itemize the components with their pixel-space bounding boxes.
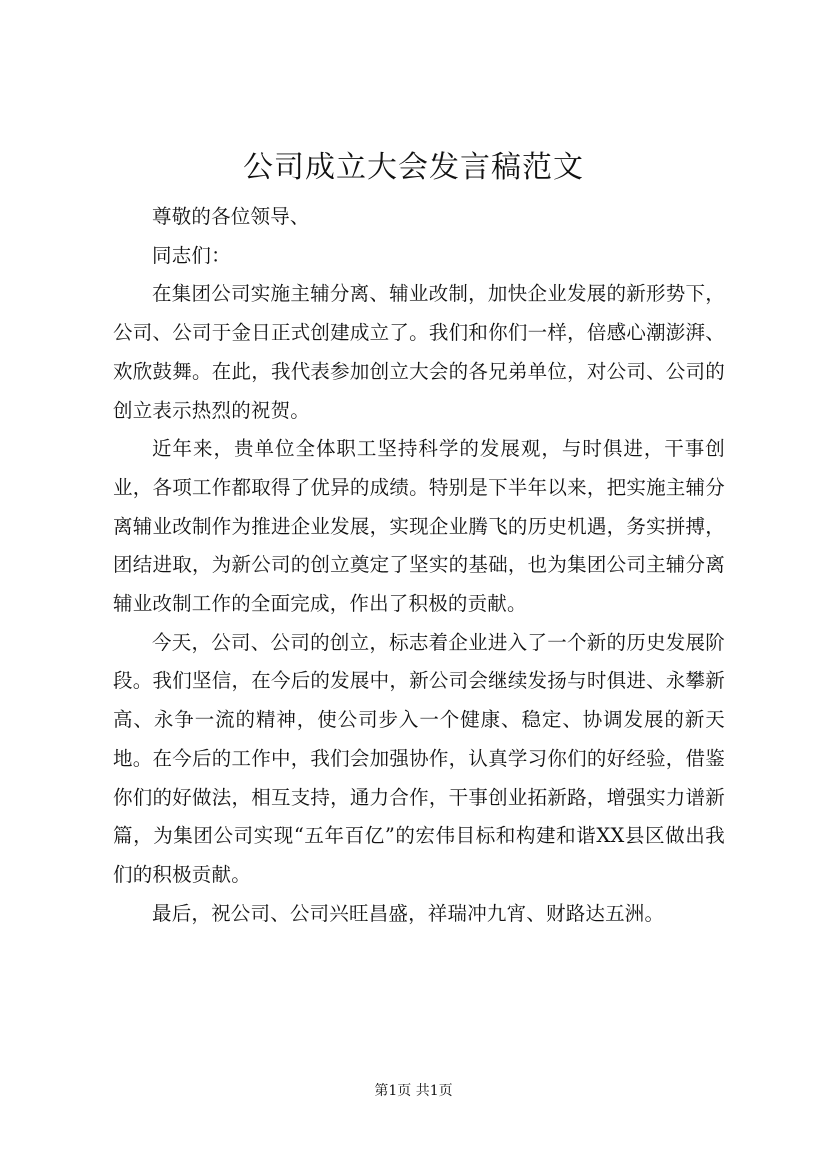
body-paragraph: 今天，公司、公司的创立，标志着企业进入了一个新的历史发展阶段。我们坚信，在今后的发展中，新公司会继续发扬与时俱进、永攀新高、永争一流的精神，使公司步入一个健康、稳定、协调发展的新天地。在今后的工作中，我们会加强协作，认真学习你们的好经验，借鉴你们的好做法，相互支持，通力合作，干事创业拓新路，增强实力谱新篇，为集团公司实现“五年百亿”的宏伟目标和构建和谐XX县区做出我们的积极贡献。 [113, 630, 725, 886]
salutation-line: 尊敬的各位领导、 [152, 205, 310, 228]
document-body [113, 198, 725, 933]
body-paragraph: 在集团公司实施主辅分离、辅业改制，加快企业发展的新形势下，公司、公司于金日正式创建成立了。我们和你们一样，倍感心潮澎湃、欢欣鼓舞。在此，我代表参加创立大会的各兄弟单位，对公司、公司的创立表示热烈的祝贺。 [113, 282, 725, 422]
document-title: 公司成立大会发言稿范文 [243, 150, 584, 185]
salutation-line: 同志们： [152, 243, 231, 267]
body-paragraph: 近年来，贵单位全体职工坚持科学的发展观，与时俱进，干事创业，各项工作都取得了优异的成绩。特别是下半年以来，把实施主辅分离辅业改制作为推进企业发展，实现企业腾飞的历史机遇，务实拼搏，团结进取，为新公司的创立奠定了坚实的基础，也为集团公司主辅分离辅业改制工作的全面完成，作出了积极的贡献。 [113, 437, 725, 616]
page-number-footer: 第1页 共1页 [374, 1083, 453, 1099]
closing-paragraph: 最后，祝公司、公司兴旺昌盛，祥瑞冲九宵、财路达五洲。 [152, 901, 665, 925]
